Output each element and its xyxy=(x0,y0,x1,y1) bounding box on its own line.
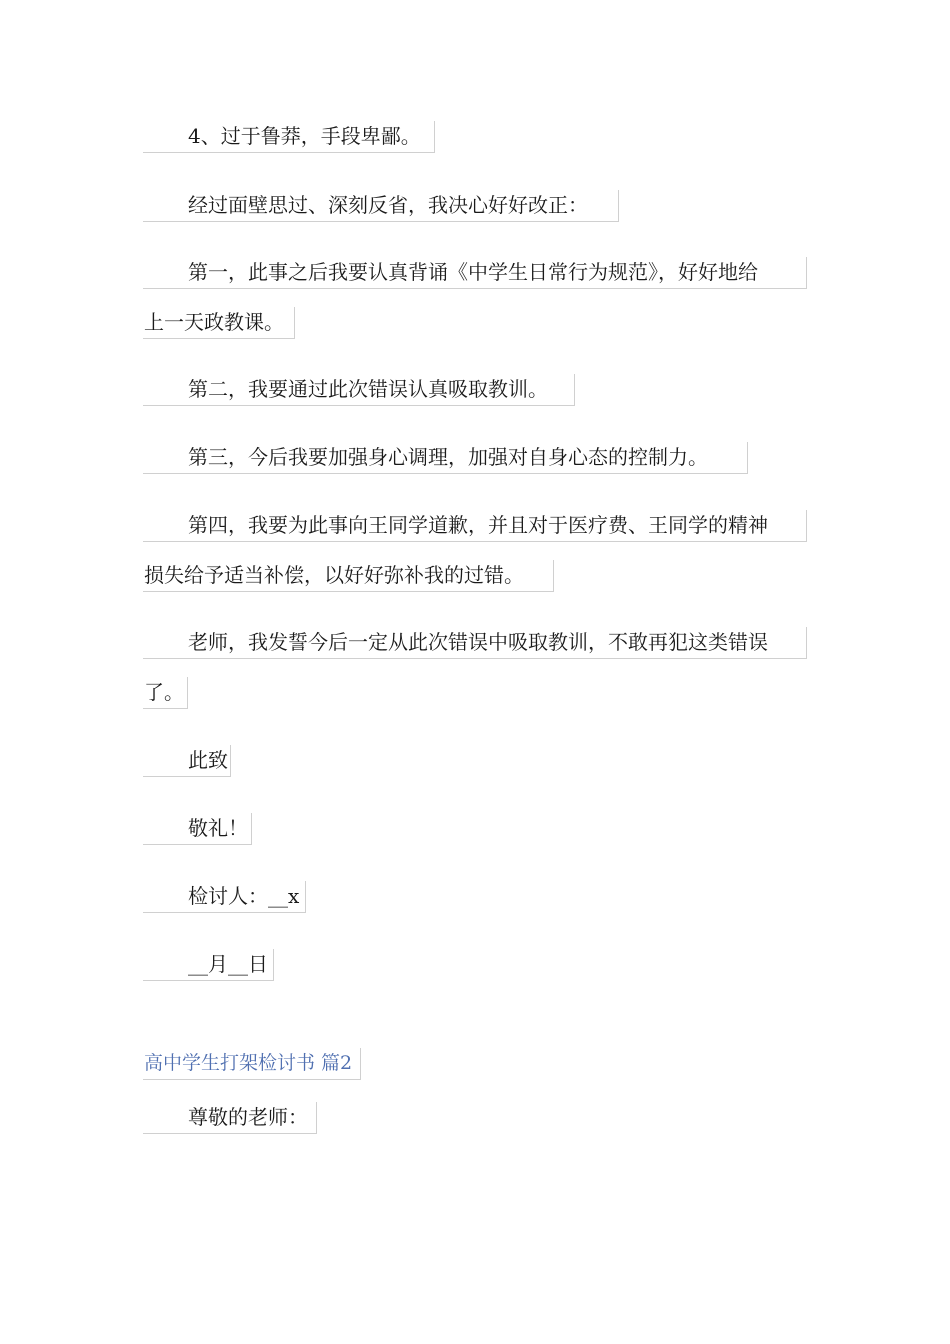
text-line: 上一天政教课。 xyxy=(143,307,295,339)
text-line: 第二，我要通过此次错误认真吸取教训。 xyxy=(143,374,575,406)
text-line: 损失给予适当补偿，以好好弥补我的过错。 xyxy=(143,560,554,592)
date-line: __月__日 xyxy=(143,949,274,981)
closing-line: 此致 xyxy=(143,745,231,777)
signature-line: 检讨人：__x xyxy=(143,881,306,913)
text-line: 老师，我发誓今后一定从此次错误中吸取教训，不敢再犯这类错误 xyxy=(143,627,807,659)
text-line: 经过面壁思过、深刻反省，我决心好好改正： xyxy=(143,190,619,222)
text-line: 第三，今后我要加强身心调理，加强对自身心态的控制力。 xyxy=(143,442,748,474)
text-line: 4、过于鲁莽，手段卑鄙。 xyxy=(143,121,435,153)
closing-line: 敬礼！ xyxy=(143,813,252,845)
section-heading: 高中学生打架检讨书 篇2 xyxy=(143,1048,361,1080)
text-line: 了。 xyxy=(143,677,188,709)
text-line: 第一，此事之后我要认真背诵《中学生日常行为规范》，好好地给 xyxy=(143,257,807,289)
salutation: 尊敬的老师： xyxy=(143,1102,317,1134)
text-line: 第四，我要为此事向王同学道歉，并且对于医疗费、王同学的精神 xyxy=(143,510,807,542)
